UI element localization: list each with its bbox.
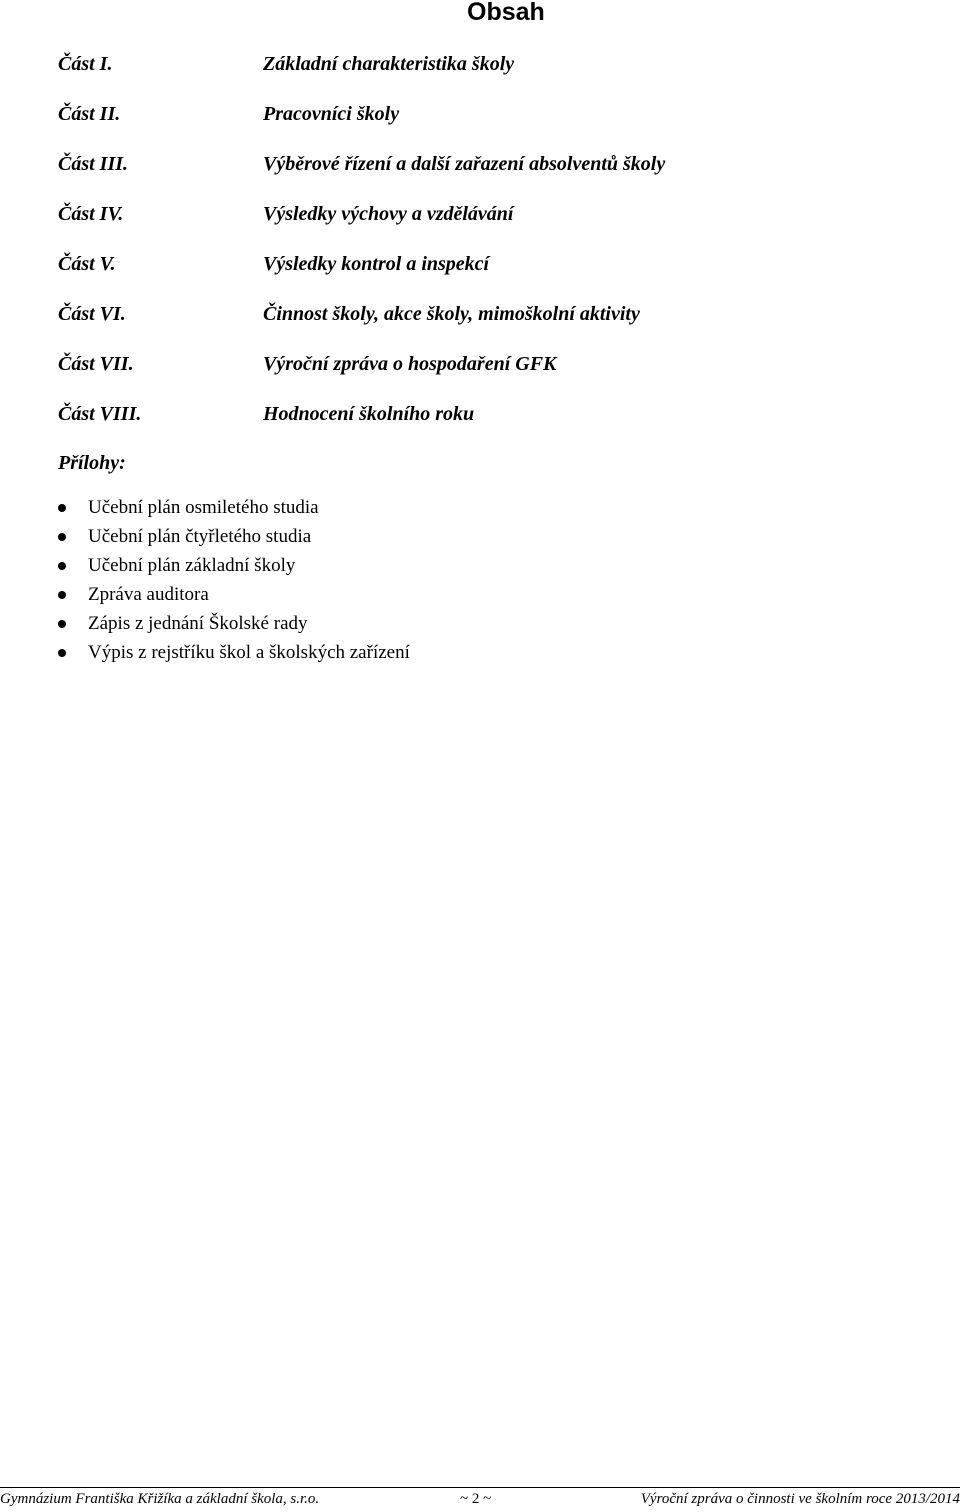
- toc-entry: [58, 153, 918, 183]
- toc-part-title: Základní charakteristika školy: [263, 53, 515, 75]
- toc-part-title: Činnost školy, akce školy, mimoškolní aktivity: [263, 303, 640, 325]
- list-item: [58, 609, 410, 638]
- attachment-label: Zápis z jednání Školské rady: [88, 613, 308, 634]
- page-title: Obsah: [467, 0, 545, 26]
- toc-part-title: Pracovníci školy: [263, 103, 400, 125]
- list-item: [58, 551, 410, 580]
- list-item: [58, 522, 410, 551]
- toc-part-number: Část I.: [58, 53, 113, 75]
- toc-part-title: Hodnocení školního roku: [263, 403, 475, 425]
- bullet-icon: [58, 591, 66, 599]
- toc-part-title: Výsledky kontrol a inspekcí: [263, 253, 490, 275]
- toc-entry: [58, 303, 918, 333]
- footer-school-name: Gymnázium Františka Křižíka a základní škola, s.r.o.: [0, 1491, 320, 1507]
- footer-report-title: Výroční zpráva o činnosti ve školním roce 2013/2014: [640, 1491, 960, 1507]
- footer-page-number: ~ 2 ~: [460, 1491, 492, 1507]
- attachments-heading: Přílohy:: [58, 452, 126, 474]
- list-item: [58, 580, 410, 609]
- attachment-label: Zpráva auditora: [88, 584, 209, 605]
- toc-part-number: Část V.: [58, 253, 116, 275]
- toc-entry: [58, 403, 918, 433]
- toc-part-title: Výsledky výchovy a vzdělávání: [263, 203, 514, 225]
- bullet-icon: [58, 562, 66, 570]
- bullet-icon: [58, 620, 66, 628]
- attachment-label: Učební plán osmiletého studia: [88, 497, 319, 518]
- toc-part-number: Část VIII.: [58, 403, 142, 425]
- bullet-icon: [58, 533, 66, 541]
- toc-part-number: Část IV.: [58, 203, 124, 225]
- attachment-label: Učební plán čtyřletého studia: [88, 526, 312, 547]
- page-footer: [0, 1487, 960, 1512]
- toc-entry: [58, 253, 918, 283]
- attachments-list: [58, 493, 410, 667]
- toc-entry: [58, 203, 918, 233]
- toc-part-number: Část VI.: [58, 303, 126, 325]
- toc-part-number: Část VII.: [58, 353, 134, 375]
- list-item: [58, 638, 410, 667]
- attachment-label: Výpis z rejstříku škol a školských zařízení: [88, 642, 410, 663]
- toc-part-number: Část II.: [58, 103, 121, 125]
- attachment-label: Učební plán základní školy: [88, 555, 296, 576]
- bullet-icon: [58, 504, 66, 512]
- toc-entry: [58, 53, 918, 83]
- toc-part-title: Výroční zpráva o hospodaření GFK: [263, 353, 557, 375]
- bullet-icon: [58, 649, 66, 657]
- toc-entry: [58, 103, 918, 133]
- list-item: [58, 493, 410, 522]
- toc-entry: [58, 353, 918, 383]
- toc-part-number: Část III.: [58, 153, 129, 175]
- toc-part-title: Výběrové řízení a další zařazení absolventů školy: [263, 153, 666, 175]
